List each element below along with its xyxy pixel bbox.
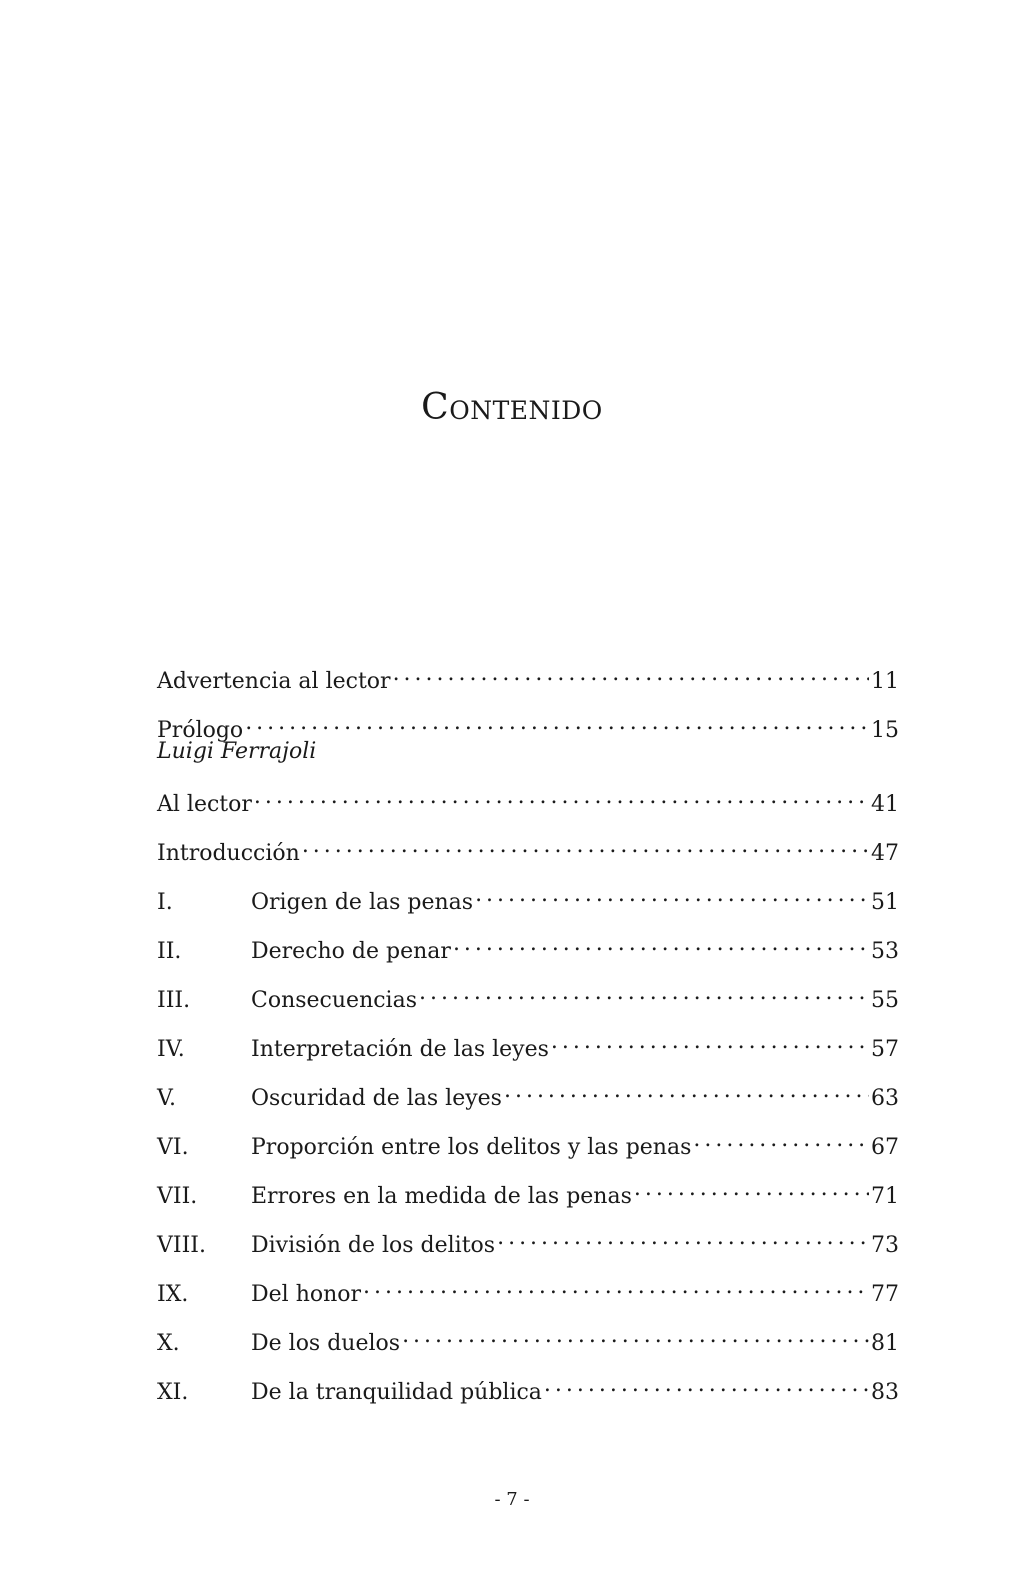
- toc-entry-title: Derecho de penar: [251, 939, 451, 964]
- toc-entry-page: 15: [871, 718, 899, 743]
- toc-entry-title: Origen de las penas: [251, 890, 474, 915]
- toc-entry-advertencia: [157, 660, 899, 694]
- toc-entry-number: X.: [157, 1331, 180, 1356]
- dot-leader: [693, 1126, 869, 1154]
- toc-entry-page: 83: [871, 1380, 899, 1405]
- toc-entry-page: 77: [871, 1282, 899, 1307]
- toc-entry-page: 11: [871, 669, 899, 694]
- dot-leader: [402, 1322, 869, 1350]
- toc-entry-prologo: [157, 709, 899, 767]
- toc-entry-title: De los duelos: [251, 1331, 401, 1356]
- toc-entry-page: 57: [871, 1037, 899, 1062]
- toc-entry-number: V.: [157, 1086, 177, 1111]
- toc-entry-page: 71: [871, 1184, 899, 1209]
- toc-entry-number: IX.: [157, 1282, 189, 1307]
- toc-entry-page: 47: [871, 841, 899, 866]
- toc-entry-number: VIII.: [157, 1233, 206, 1258]
- toc-entry-title: Consecuencias: [251, 988, 417, 1013]
- toc-entry-number: III.: [157, 988, 191, 1013]
- toc-entry-title: Prólogo: [157, 718, 244, 743]
- dot-leader: [497, 1224, 869, 1252]
- toc-entry-title: Proporción entre los delitos y las penas: [251, 1135, 692, 1160]
- dot-leader: [475, 881, 869, 909]
- dot-leader: [302, 832, 869, 860]
- toc-entry-chapter-8: [157, 1224, 899, 1258]
- toc-entry-chapter-5: [157, 1077, 899, 1111]
- dot-leader: [551, 1028, 869, 1056]
- dot-leader: [245, 709, 869, 737]
- dot-leader: [453, 930, 869, 958]
- toc-entry-chapter-6: [157, 1126, 899, 1160]
- toc-entry-page: 53: [871, 939, 899, 964]
- toc-entry-title: Del honor: [251, 1282, 362, 1307]
- toc-entry-title: Oscuridad de las leyes: [251, 1086, 502, 1111]
- toc-entry-chapter-1: [157, 881, 899, 915]
- dot-leader: [544, 1371, 869, 1399]
- toc-entry-number: IV.: [157, 1037, 185, 1062]
- toc-entry-title: De la tranquilidad pública: [251, 1380, 542, 1405]
- toc-entry-page: 81: [871, 1331, 899, 1356]
- toc-entry-chapter-11: [157, 1371, 899, 1405]
- toc-entry-introduccion: [157, 832, 899, 866]
- toc-entry-chapter-10: [157, 1322, 899, 1356]
- dot-leader: [634, 1175, 869, 1203]
- toc-entry-number: II.: [157, 939, 182, 964]
- toc-entry-title: Interpretación de las leyes: [251, 1037, 549, 1062]
- dot-leader: [419, 979, 869, 1007]
- toc-entry-chapter-7: [157, 1175, 899, 1209]
- toc-entry-chapter-4: [157, 1028, 899, 1062]
- toc-entry-page: 55: [871, 988, 899, 1013]
- toc-entry-page: 51: [871, 890, 899, 915]
- toc-entry-title: Introducción: [157, 841, 300, 866]
- toc-entry-number: I.: [157, 890, 173, 915]
- toc-entry-number: VII.: [157, 1184, 198, 1209]
- toc-entry-title: Errores en la medida de las penas: [251, 1184, 632, 1209]
- toc-entry-number: VI.: [157, 1135, 189, 1160]
- toc-entry-number: XI.: [157, 1380, 189, 1405]
- dot-leader: [504, 1077, 869, 1105]
- toc-entry-title: División de los delitos: [251, 1233, 496, 1258]
- toc-entry-page: 41: [871, 792, 899, 817]
- page-number: - 7 -: [494, 1489, 530, 1510]
- dot-leader: [393, 660, 869, 688]
- toc-entry-al-lector: [157, 783, 899, 817]
- toc-entry-page: 67: [871, 1135, 899, 1160]
- toc-entry-page: 73: [871, 1233, 899, 1258]
- table-of-contents: [157, 660, 899, 1420]
- toc-entry-chapter-3: [157, 979, 899, 1013]
- toc-entry-title: Al lector: [157, 792, 252, 817]
- toc-entry-author: Luigi Ferrajoli: [157, 739, 317, 764]
- toc-entry-chapter-2: [157, 930, 899, 964]
- dot-leader: [363, 1273, 869, 1301]
- dot-leader: [254, 783, 869, 811]
- toc-entry-chapter-9: [157, 1273, 899, 1307]
- toc-entry-page: 63: [871, 1086, 899, 1111]
- page-title: Contenido: [421, 387, 603, 428]
- toc-entry-title: Advertencia al lector: [157, 669, 391, 694]
